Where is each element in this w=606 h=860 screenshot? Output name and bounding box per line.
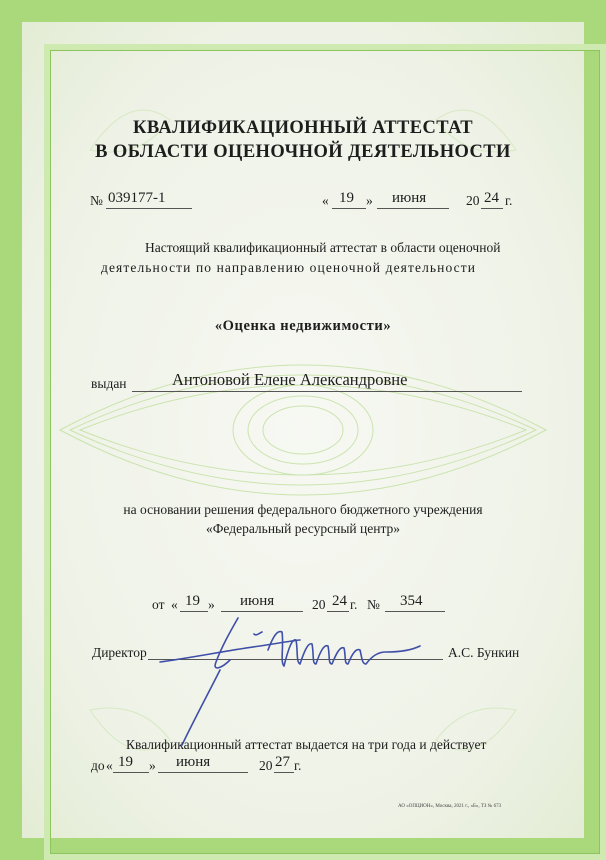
printer-imprint: АО «ОПЦИОН», Москва, 2021 г., «Б», ТЗ № 673 (398, 804, 502, 809)
number-underline (106, 208, 192, 209)
date-year-abbr: г. (505, 193, 513, 208)
recipient-name: Антоновой Елене Александровне (172, 370, 408, 389)
date-year-suffix: 24 (484, 190, 499, 206)
validity-line-1: Квалификационный аттестат выдается на три года и действует (126, 737, 487, 752)
date-close-quote: » (366, 193, 373, 208)
validity-year-abbr: г. (294, 758, 302, 773)
issued-label: выдан (91, 376, 127, 391)
decision-number: 354 (400, 593, 423, 609)
validity-year-underline (274, 772, 294, 773)
date-year-underline (481, 208, 503, 209)
signatory-name: А.С. Бункин (448, 645, 520, 660)
date-month-underline (377, 208, 449, 209)
signatory-role: Директор (92, 645, 147, 660)
decision-close-quote: » (208, 597, 215, 612)
decision-from-label: от (152, 597, 165, 612)
validity-day: 19 (118, 754, 133, 770)
date-day: 19 (339, 190, 354, 206)
decision-year-abbr: г. (350, 597, 358, 612)
title-line-1: КВАЛИФИКАЦИОННЫЙ АТТЕСТАТ (133, 118, 473, 138)
certificate-number: 039177-1 (108, 190, 166, 206)
statement-line-1: Настоящий квалификационный аттестат в области оценочной (145, 240, 501, 255)
issued-underline (132, 391, 522, 392)
validity-until-label: до (91, 758, 105, 773)
basis-line-1: на основании решения федерального бюджетного учреждения (123, 502, 483, 517)
decision-month: июня (240, 593, 275, 609)
title-line-2: В ОБЛАСТИ ОЦЕНОЧНОЙ ДЕЯТЕЛЬНОСТИ (95, 142, 511, 162)
number-sign: № (90, 193, 103, 208)
date-month: июня (392, 190, 427, 206)
decision-day: 19 (185, 593, 200, 609)
date-year-prefix: 20 (466, 193, 480, 208)
validity-month-underline (158, 772, 248, 773)
decision-open-quote: « (171, 597, 178, 612)
validity-year-suffix: 27 (275, 754, 290, 770)
date-open-quote: « (322, 193, 329, 208)
appraisal-direction: «Оценка недвижимости» (214, 318, 392, 334)
validity-open-quote: « (106, 758, 113, 773)
validity-month: июня (176, 754, 211, 770)
validity-day-underline (113, 772, 149, 773)
validity-year-prefix: 20 (259, 758, 273, 773)
decision-year-suffix: 24 (332, 593, 347, 609)
basis-line-2: «Федеральный ресурсный центр» (205, 521, 401, 536)
validity-close-quote: » (149, 758, 156, 773)
statement-line-2: деятельности по направлению оценочной деятельности (101, 260, 477, 275)
decision-year-prefix: 20 (312, 597, 326, 612)
decision-number-sign: № (367, 597, 380, 612)
date-day-underline (332, 208, 366, 209)
